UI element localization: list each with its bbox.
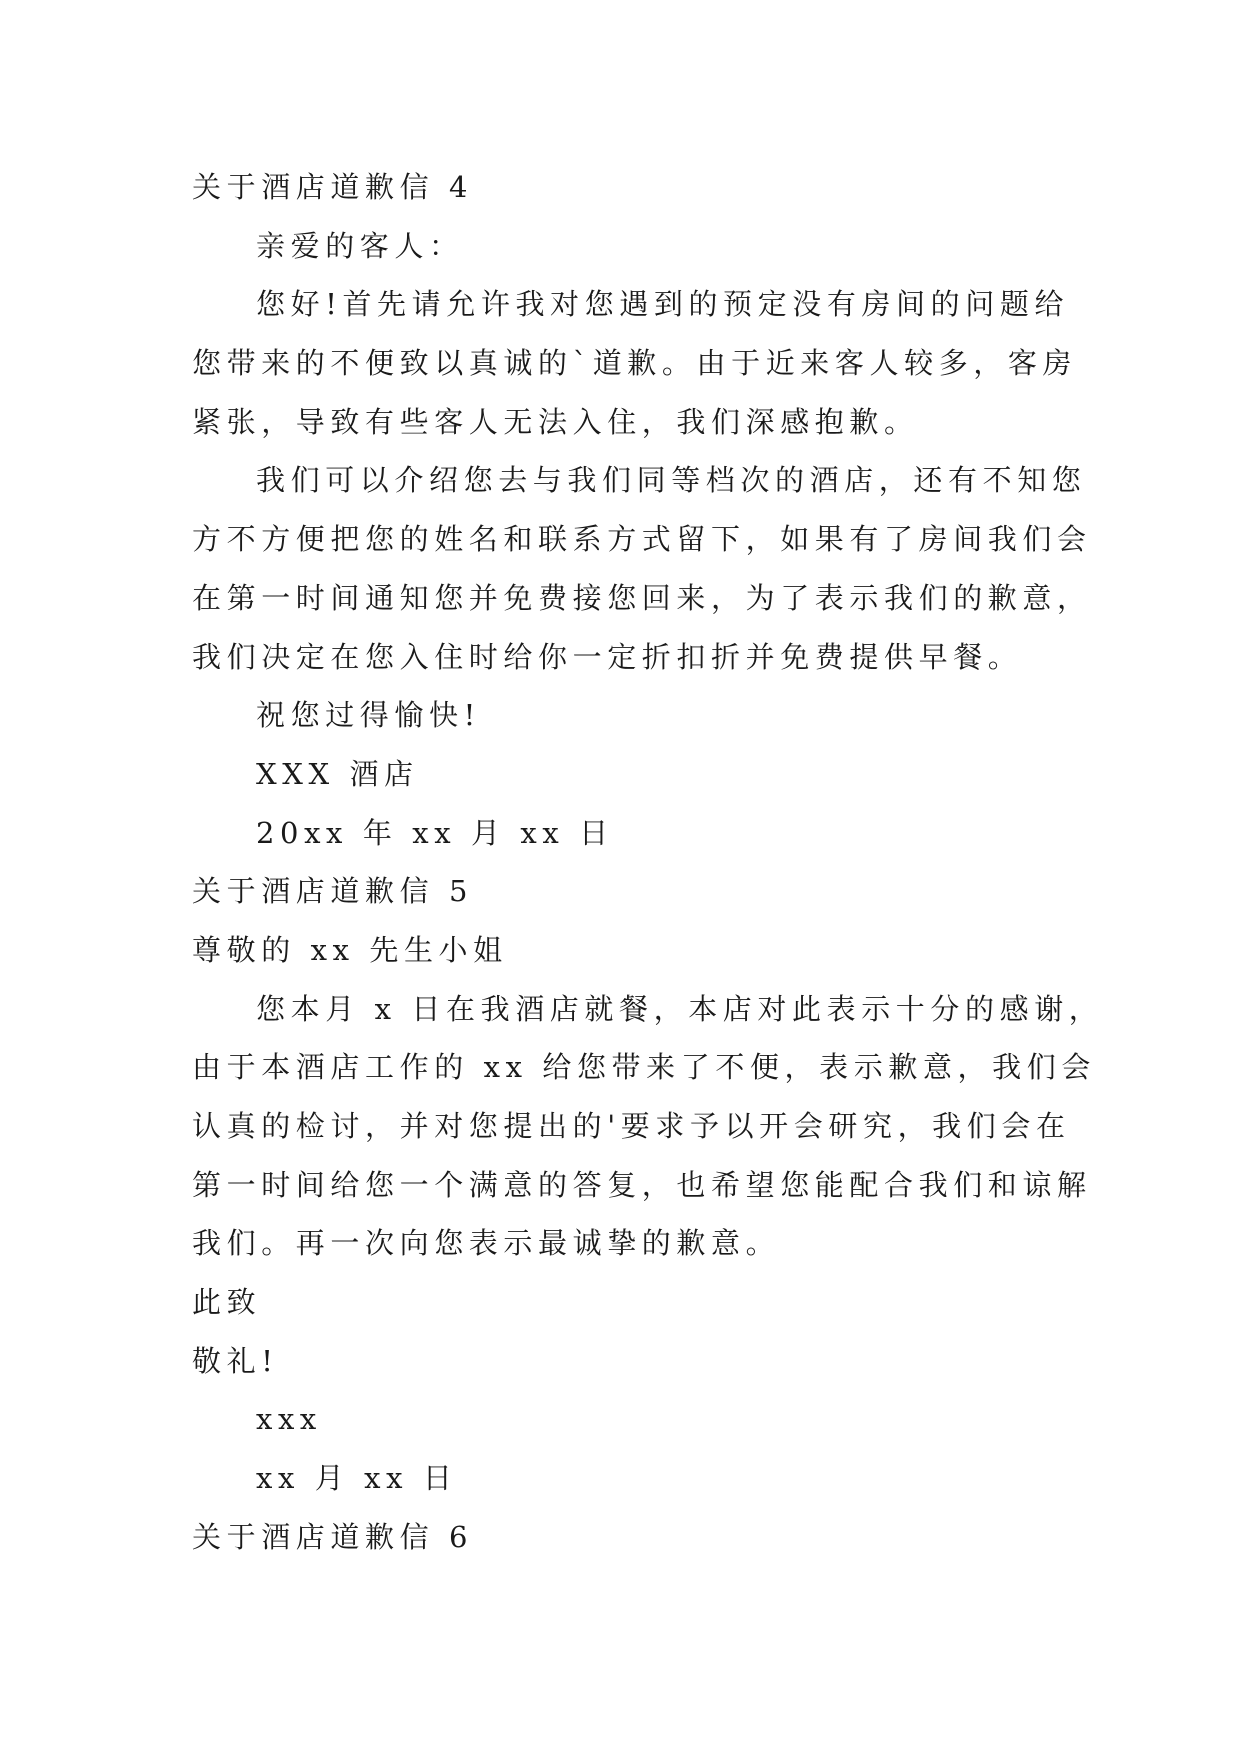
letter-4-date: 20xx 年 xx 月 xx 日 — [256, 815, 614, 850]
letter-4-closing: 祝您过得愉快! — [256, 698, 481, 733]
letter-5-body-line: 认真的检讨，并对您提出的'要求予以开会研究，我们会在 — [192, 1109, 1071, 1143]
letter-4-body-line: 我们决定在您入住时给你一定折扣折并免费提供早餐。 — [192, 639, 1023, 674]
letter-4-body-line: 紧张，导致有些客人无法入住，我们深感抱歉。 — [192, 404, 919, 439]
letter-5-closing-2: 敬礼! — [192, 1343, 279, 1378]
letter-4-title: 关于酒店道歉信 4 — [192, 170, 474, 204]
letter-4-body-line: 您带来的不便致以真诚的`道歉。由于近来客人较多，客房 — [192, 346, 1078, 381]
letter-5-body-line: 由于本酒店工作的 xx 给您带来了不便，表示歉意，我们会 — [192, 1050, 1096, 1085]
letter-5-date: xx 月 xx 日 — [256, 1461, 458, 1496]
letter-5-closing-1: 此致 — [192, 1285, 262, 1320]
letter-6-title: 关于酒店道歉信 6 — [192, 1519, 474, 1554]
letter-5-body-line: 第一时间给您一个满意的答复，也希望您能配合我们和谅解 — [192, 1167, 1092, 1202]
letter-4-body-line: 您好!首先请允许我对您遇到的预定没有房间的问题给 — [256, 287, 1070, 322]
letter-5-body-line: 我们。再一次向您表示最诚挚的歉意。 — [192, 1226, 781, 1261]
letter-4-body-line: 在第一时间通知您并免费接您回来，为了表示我们的歉意， — [192, 580, 1092, 615]
letter-5-salutation: 尊敬的 xx 先生小姐 — [192, 932, 508, 967]
letter-5-body-line: 您本月 x 日在我酒店就餐，本店对此表示十分的感谢， — [256, 991, 1104, 1026]
letter-4-salutation: 亲爱的客人： — [256, 228, 464, 263]
letter-5-title: 关于酒店道歉信 5 — [192, 874, 474, 909]
document-body — [192, 158, 1104, 1567]
letter-4-signature: XXX 酒店 — [256, 756, 419, 791]
letter-4-body-line: 方不方便把您的姓名和联系方式留下，如果有了房间我们会 — [192, 522, 1092, 557]
letter-5-signature: xxx — [256, 1402, 322, 1437]
letter-4-body-line: 我们可以介绍您去与我们同等档次的酒店，还有不知您 — [256, 463, 1087, 498]
